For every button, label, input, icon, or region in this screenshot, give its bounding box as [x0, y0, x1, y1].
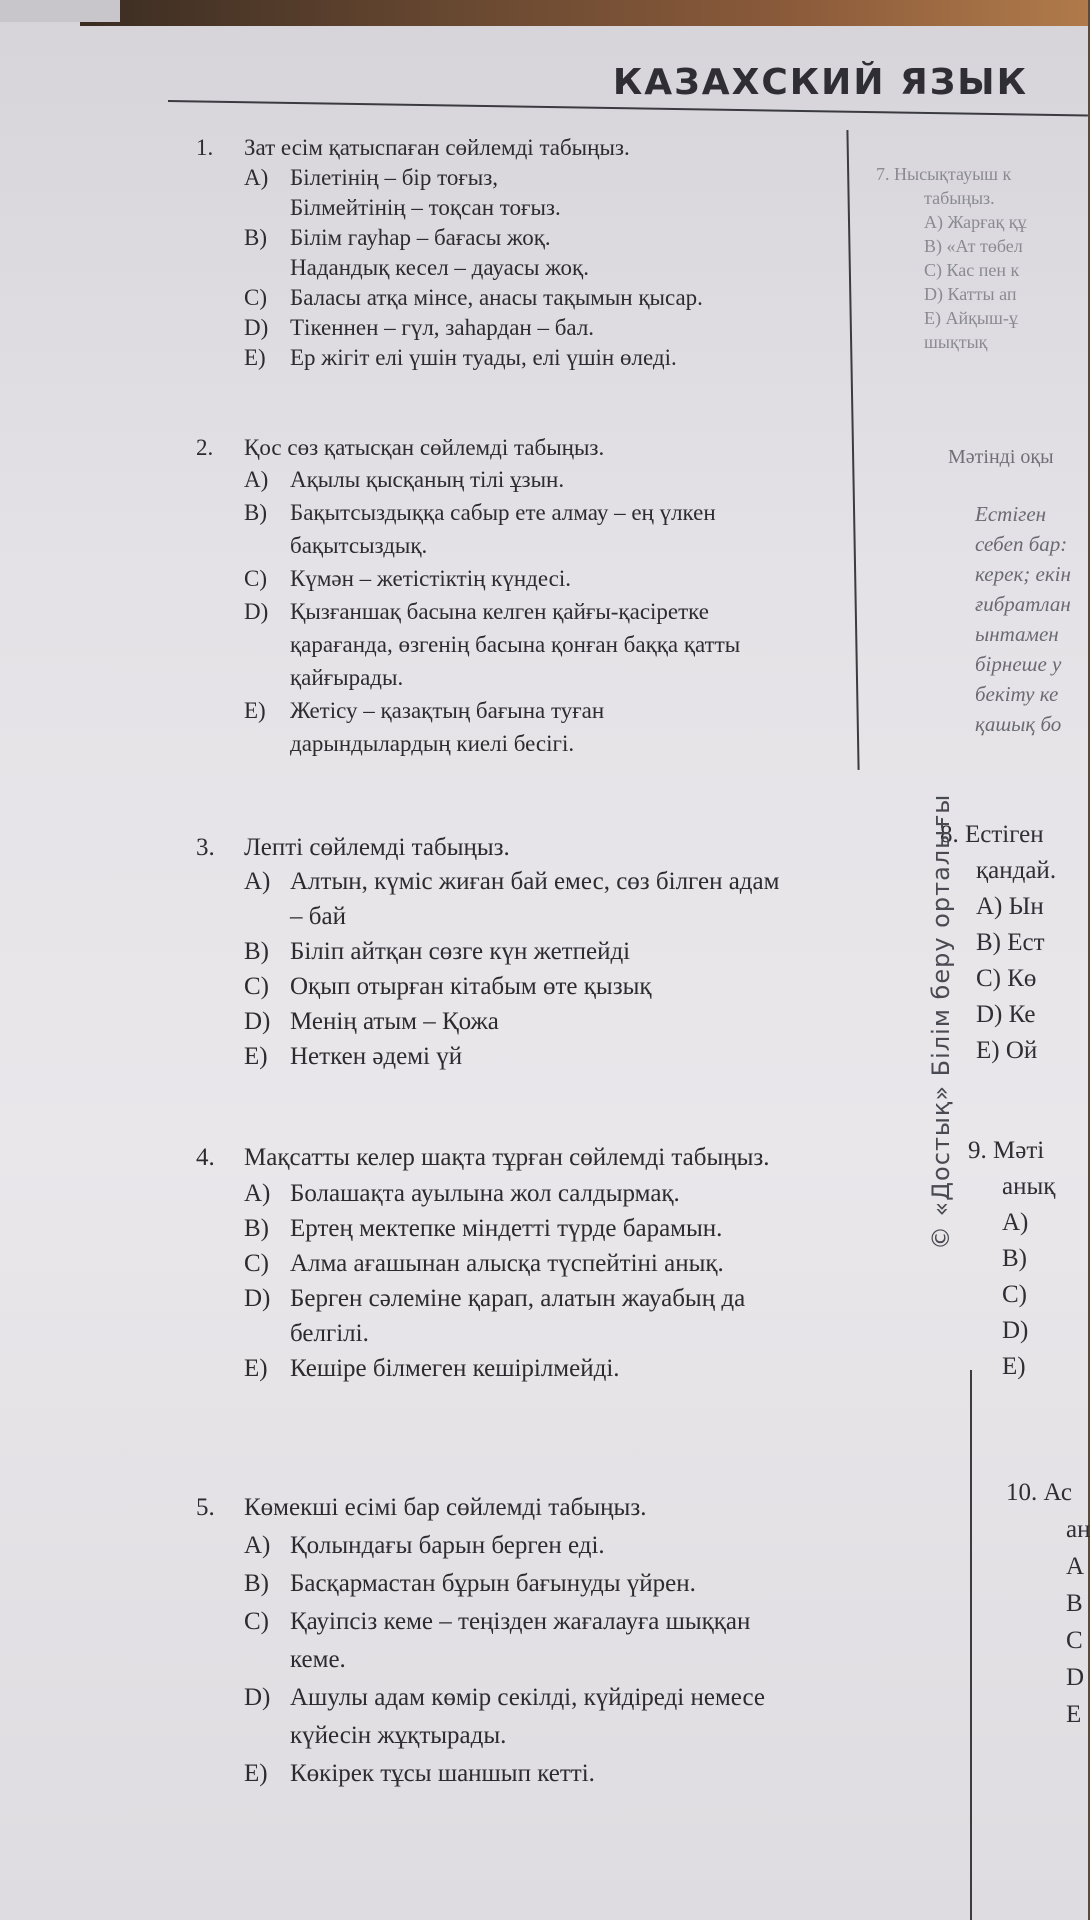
side-question-7: A) Жарғақ құ: [924, 212, 1027, 232]
option-letter: A): [244, 467, 269, 492]
answer-option: [244, 1682, 765, 1714]
option-text: Кешіре білмеген кешірілмейді.: [290, 1355, 620, 1382]
answer-option: [244, 497, 716, 529]
question-stem: Көмекші есімі бар сөйлемді табыңыз.: [244, 1494, 647, 1521]
option-text: Ашулы адам көмір секілді, күйдіреді немесе: [290, 1684, 765, 1711]
answer-option: [244, 1318, 369, 1350]
option-text: Алтын, күміс жиған бай емес, сөз білген адам: [290, 868, 780, 895]
option-text: Білетінің – бір тоғыз,: [290, 165, 499, 190]
option-text: Надандық кесел – дауасы жоқ.: [290, 255, 589, 280]
reading-text-line: Естіген: [975, 502, 1047, 526]
page-title: КАЗАХСКИЙ ЯЗЫК: [612, 62, 1028, 103]
answer-option: [244, 192, 561, 224]
side-question-7: табыңыз.: [924, 188, 995, 208]
side-question-7: B) «Ат төбел: [924, 236, 1023, 256]
side-question-8: D) Ке: [976, 1001, 1036, 1028]
side-question-8: C) Кө: [976, 965, 1037, 992]
option-text: Жетісу – қазақтың бағына туған: [290, 698, 605, 723]
side-question-8: B) Ест: [976, 929, 1045, 956]
side-question-8: қандай.: [976, 857, 1057, 884]
side-question-10: B: [1066, 1590, 1083, 1617]
answer-option: [244, 312, 594, 344]
reading-text-line: бекіту ке: [975, 682, 1059, 706]
option-text: дарындылардың киелі бесігі.: [290, 731, 575, 756]
reading-text-line: бірнеше у: [975, 652, 1062, 676]
option-text: Берген сәлеміне қарап, алатын жауабың да: [290, 1285, 746, 1312]
option-text: Ер жігіт елі үшін туады, елі үшін өледі.: [290, 345, 677, 370]
publisher-watermark: © «Достық» Білім беру орталығы: [927, 793, 955, 1250]
option-letter: D): [244, 1684, 271, 1711]
answer-option: [244, 1248, 724, 1280]
reading-text-line: керек; екін: [975, 562, 1071, 586]
option-text: Оқып отырған кітабым өте қызық: [290, 973, 652, 1000]
answer-option: [244, 563, 571, 595]
answer-option: [244, 1213, 722, 1245]
answer-option: [244, 936, 630, 968]
answer-option: [244, 695, 604, 727]
question-number: 3.: [196, 834, 215, 861]
option-letter: A): [244, 1532, 271, 1559]
side-question-10: C: [1066, 1627, 1083, 1654]
answer-option: [244, 222, 551, 254]
option-letter: B): [244, 225, 267, 250]
side-question-9: 9. Мәті: [968, 1137, 1045, 1164]
option-text: Қауіпсіз кеме – теңізден жағалауға шыққан: [290, 1608, 751, 1635]
reading-text-line: ғибратлан: [975, 592, 1071, 616]
side-question-7: 7. Нысықтауыш к: [876, 164, 1012, 184]
option-letter: E): [244, 1043, 268, 1070]
option-letter: C): [244, 973, 269, 1000]
side-question-9: D): [1002, 1317, 1029, 1344]
side-question-8: E) Ой: [976, 1037, 1038, 1064]
option-letter: E): [244, 345, 266, 370]
option-letter: B): [244, 938, 269, 965]
option-letter: B): [244, 1215, 269, 1242]
side-question-8: A) Ын: [976, 893, 1044, 920]
option-text: Болашақта ауылына жол салдырмақ.: [290, 1180, 680, 1207]
question-stem: Мақсатты келер шақта тұрған сөйлемді табыңыз.: [244, 1144, 770, 1171]
side-question-10: D: [1066, 1664, 1085, 1691]
answer-option: [244, 530, 427, 562]
option-letter: E): [244, 698, 266, 723]
answer-option: [244, 866, 779, 898]
option-text: Менің атым – Қожа: [290, 1008, 499, 1035]
option-text: күйесін жұқтырады.: [290, 1722, 507, 1749]
side-question-9: анық: [1002, 1173, 1056, 1200]
answer-option: [244, 1606, 750, 1638]
answer-option: [244, 971, 652, 1003]
answer-option: [244, 1568, 696, 1600]
side-question-9: B): [1002, 1245, 1027, 1272]
side-question-7: D) Катты ап: [924, 284, 1017, 304]
option-text: Күмән – жетістіктің күндесі.: [290, 566, 571, 591]
answer-option: [244, 629, 740, 661]
side-question-9: A): [1002, 1209, 1029, 1236]
option-letter: A): [244, 868, 271, 895]
option-letter: C): [244, 1250, 269, 1277]
question-number: 1.: [196, 135, 214, 160]
question-number: 4.: [196, 1144, 215, 1171]
answer-option: [244, 252, 589, 284]
option-text: Неткен әдемі үй: [290, 1043, 463, 1070]
option-text: Білім гауһар – бағасы жоқ.: [290, 225, 551, 250]
option-text: Ертең мектепке міндетті түрде барамын.: [290, 1215, 723, 1242]
option-letter: A): [244, 165, 269, 190]
page-top-left: [0, 0, 120, 22]
answer-option: [244, 1530, 605, 1562]
option-letter: B): [244, 1570, 269, 1597]
side-question-7: C) Кас пен к: [924, 260, 1020, 280]
option-letter: C): [244, 285, 267, 310]
answer-option: [244, 1353, 620, 1385]
side-question-7: шықтық: [924, 332, 988, 352]
option-letter: A): [244, 1180, 271, 1207]
option-letter: E): [244, 1355, 268, 1382]
option-letter: C): [244, 566, 267, 591]
side-question-8: 8. Естіген: [940, 821, 1044, 848]
answer-option: [244, 464, 564, 496]
answer-option: [244, 662, 403, 694]
answer-option: [244, 1283, 745, 1315]
option-text: қарағанда, өзгенің басына қонған баққа қатты: [290, 632, 741, 657]
option-text: Көкірек тұсы шаншып кетті.: [290, 1760, 595, 1787]
option-text: Қолындағы барын берген еді.: [290, 1532, 605, 1559]
option-text: – бай: [290, 903, 346, 930]
option-text: бақытсыздық.: [290, 533, 428, 558]
side-question-10: 10. Ас: [1006, 1479, 1073, 1506]
side-question-7: E) Айқыш-ұ: [924, 308, 1018, 328]
column-divider-lower: [970, 1370, 972, 1920]
option-text: Тікеннен – гүл, заһардан – бал.: [290, 315, 595, 340]
option-letter: C): [244, 1608, 269, 1635]
side-question-10: ан: [1066, 1516, 1090, 1543]
background-table-edge: [80, 0, 1088, 26]
text-heading: Мәтінді оқы: [948, 446, 1054, 468]
option-text: Бақытсыздыққа сабыр ете алмау – ең үлкен: [290, 500, 716, 525]
option-text: Алма ағашынан алысқа түспейтіні анық.: [290, 1250, 724, 1277]
option-text: Ақылы қысқаның тілі ұзын.: [290, 467, 565, 492]
option-letter: E): [244, 1760, 268, 1787]
option-text: Біліп айтқан сөзге күн жетпейді: [290, 938, 631, 965]
option-letter: B): [244, 500, 267, 525]
question-stem: Қос сөз қатысқан сөйлемді табыңыз.: [244, 435, 605, 460]
answer-option: [244, 596, 709, 628]
option-text: қайғырады.: [290, 665, 404, 690]
question-number: 2.: [196, 435, 214, 460]
option-letter: D): [244, 1285, 271, 1312]
option-text: кеме.: [290, 1646, 346, 1673]
option-text: Басқармастан бұрын бағынуды үйрен.: [290, 1570, 696, 1597]
option-letter: D): [244, 1008, 271, 1035]
answer-option: [244, 1041, 462, 1073]
option-text: белгілі.: [290, 1320, 369, 1347]
column-divider: [846, 130, 859, 770]
reading-text-line: қашық бо: [975, 712, 1062, 736]
question-stem: Лепті сөйлемді табыңыз.: [244, 834, 510, 861]
answer-option: [244, 1758, 595, 1790]
option-text: Қызғаншақ басына келген қайғы-қасіретке: [290, 599, 709, 624]
question-number: 5.: [196, 1494, 215, 1521]
side-question-9: C): [1002, 1281, 1027, 1308]
option-text: Білмейтінің – тоқсан тоғыз.: [290, 195, 561, 220]
answer-option: [244, 728, 574, 760]
reading-text-line: ынтамен: [975, 622, 1059, 646]
answer-option: [244, 1720, 506, 1752]
option-letter: D): [244, 599, 269, 624]
answer-option: [244, 282, 703, 314]
answer-option: [244, 342, 677, 374]
option-text: Баласы атқа мінсе, анасы тақымын қысар.: [290, 285, 703, 310]
answer-option: [244, 1006, 499, 1038]
side-question-10: A: [1066, 1553, 1085, 1580]
question-stem: Зат есім қатыспаған сөйлемді табыңыз.: [244, 135, 630, 160]
option-letter: D): [244, 315, 269, 340]
reading-text-line: себеп бар:: [975, 532, 1068, 556]
side-question-9: E): [1002, 1353, 1026, 1380]
answer-option: [244, 162, 498, 194]
answer-option: [244, 1644, 346, 1676]
answer-option: [244, 1178, 680, 1210]
side-question-10: E: [1066, 1701, 1082, 1728]
answer-option: [244, 901, 346, 933]
